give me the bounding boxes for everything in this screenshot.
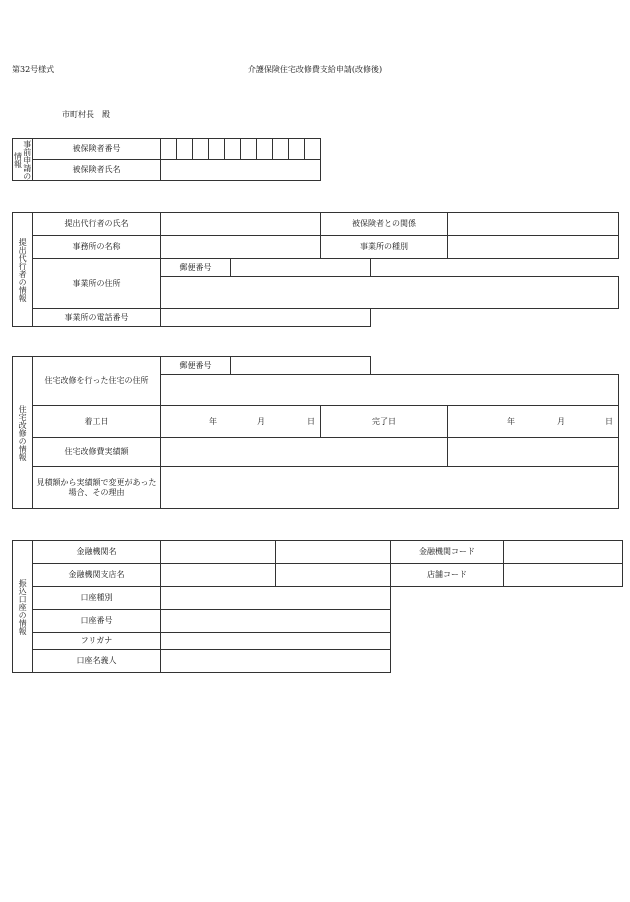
insured-number-digit-box[interactable] [176, 138, 193, 160]
bank-name-label: 金融機関名 [32, 540, 161, 564]
renovation-section-label-cell [12, 356, 33, 509]
actual-cost-label: 住宅改修費実績額 [32, 437, 161, 467]
change-reason-label-line: 見積額から実績額で変更があった [36, 477, 157, 487]
bank-section-label-cell [12, 540, 33, 673]
completion-date-label: 完了日 [320, 405, 448, 438]
addressee: 市町村長 殿 [62, 110, 110, 119]
start-date-field[interactable] [160, 405, 321, 438]
form-title: 介護保険住宅改修費支給申請(改修後) [247, 65, 383, 74]
branch-name-label: 金融機関支店名 [32, 563, 161, 587]
account-holder-field[interactable] [160, 649, 391, 673]
office-name-field[interactable] [160, 235, 321, 259]
office-name-label: 事務所の名称 [32, 235, 161, 259]
branch-code-field[interactable] [503, 563, 623, 587]
account-type-field[interactable] [160, 586, 391, 610]
actual-cost-extra-cell[interactable] [447, 437, 619, 467]
account-number-field[interactable] [160, 609, 391, 633]
agent-section-label: 提出代行者の情報 [18, 237, 28, 302]
branch-name-field[interactable] [160, 563, 276, 587]
office-type-label: 事業所の種別 [320, 235, 448, 259]
branch-code-label: 店舗コード [390, 563, 504, 587]
bank-code-label: 金融機関コード [390, 540, 504, 564]
account-type-label: 口座種別 [32, 586, 161, 610]
insured-name-field[interactable] [160, 159, 321, 181]
insured-name-label: 被保険者氏名 [32, 159, 161, 181]
completion-date-field[interactable] [447, 405, 619, 438]
agent-name-label: 提出代行者の氏名 [32, 212, 161, 236]
account-holder-label: 口座名義人 [32, 649, 161, 673]
pre-application-section-label: 事前申請の情報 [13, 139, 32, 180]
branch-name-field-2[interactable] [275, 563, 391, 587]
completion-date-day-unit: 日 [605, 416, 613, 426]
insured-number-label: 被保険者番号 [32, 138, 161, 160]
insured-number-digit-box[interactable] [256, 138, 273, 160]
start-date-day-unit: 日 [307, 416, 315, 426]
office-address-field[interactable] [160, 276, 619, 309]
change-reason-label [32, 466, 161, 509]
form-number: 第32号様式 [12, 65, 55, 74]
bank-name-field-2[interactable] [275, 540, 391, 564]
bank-name-field[interactable] [160, 540, 276, 564]
renovation-postal-code-label: 郵便番号 [160, 356, 231, 375]
relationship-label: 被保険者との関係 [320, 212, 448, 236]
account-number-label: 口座番号 [32, 609, 161, 633]
renovation-address-label: 住宅改修を行った住宅の住所 [32, 356, 161, 406]
renovation-address-field[interactable] [160, 374, 619, 406]
bank-section-label: 振込口座の情報 [18, 578, 28, 635]
insured-number-digit-box[interactable] [240, 138, 257, 160]
completion-date-year-unit: 年 [507, 416, 515, 426]
insured-number-digit-box[interactable] [304, 138, 321, 160]
office-phone-label: 事業所の電話番号 [32, 308, 161, 327]
office-postal-code-field[interactable] [230, 258, 371, 277]
insured-number-digit-box[interactable] [224, 138, 241, 160]
change-reason-label-line: 場合、その理由 [68, 487, 125, 497]
bank-code-field[interactable] [503, 540, 623, 564]
office-postal-code-label: 郵便番号 [160, 258, 231, 277]
renovation-postal-code-field[interactable] [230, 356, 371, 375]
furigana-label: フリガナ [32, 632, 161, 650]
insured-number-digit-box[interactable] [208, 138, 225, 160]
furigana-field[interactable] [160, 632, 391, 650]
completion-date-month-unit: 月 [557, 416, 565, 426]
change-reason-field[interactable] [160, 466, 619, 509]
insured-number-digit-box[interactable] [160, 138, 177, 160]
start-date-month-unit: 月 [257, 416, 265, 426]
office-address-label: 事業所の住所 [32, 258, 161, 309]
agent-name-field[interactable] [160, 212, 321, 236]
insured-number-digit-box[interactable] [272, 138, 289, 160]
agent-section-label-cell [12, 212, 33, 327]
start-date-year-unit: 年 [209, 416, 217, 426]
renovation-section-label: 住宅改修の情報 [18, 404, 28, 461]
start-date-label: 着工日 [32, 405, 161, 438]
insured-number-digit-box[interactable] [288, 138, 305, 160]
office-type-field[interactable] [447, 235, 619, 259]
insured-number-digit-box[interactable] [192, 138, 209, 160]
pre-application-section-label-cell [12, 138, 33, 181]
office-phone-field[interactable] [160, 308, 371, 327]
relationship-field[interactable] [447, 212, 619, 236]
actual-cost-field[interactable] [160, 437, 448, 467]
